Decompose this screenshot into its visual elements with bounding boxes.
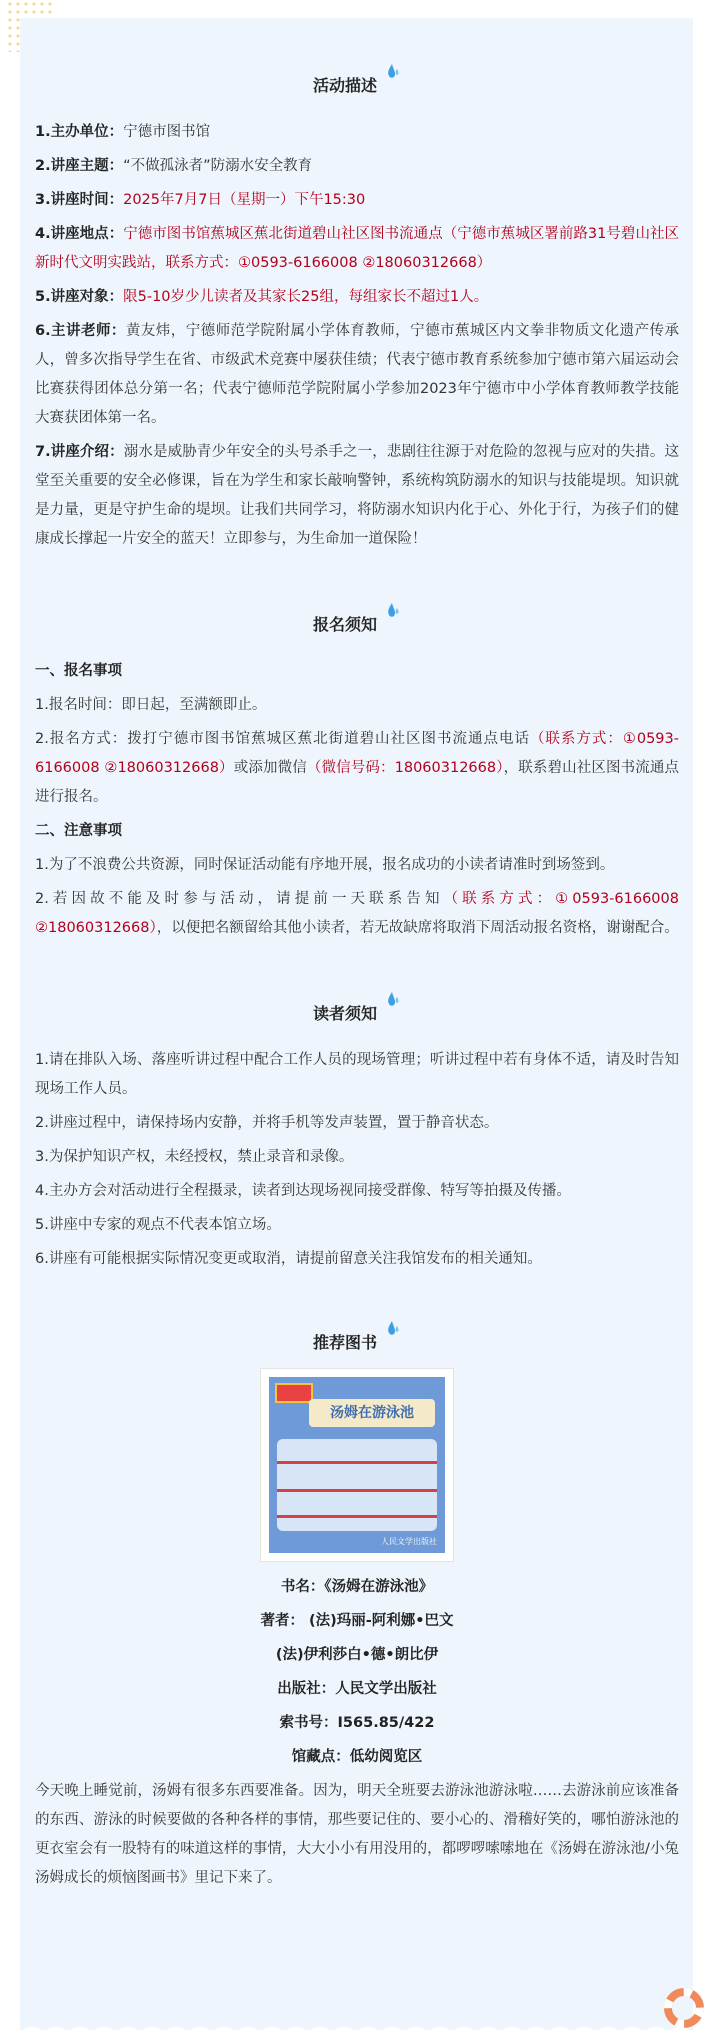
section-title-reader: 读者须知 <box>35 1000 679 1028</box>
series-badge <box>275 1383 313 1403</box>
teacher-line: 6.主讲老师：黄友炜，宁德师范学院附属小学体育教师，宁德市蕉城区内文拳非物质文化遗产传承人，曾多次指导学生在省、市级武术竞赛中屡获佳绩；代表宁德市教育系统参加宁德市第六届运动会比赛获得团体总分第一名；代表宁德师范学院附属小学参加2023年宁德市中小学体育教师教学技能大赛获团体第一名。 <box>35 323 679 426</box>
signup-note-2: 2.若因故不能及时参与活动，请提前一天联系告知（联系方式：①0593-6166008 ②18060312668），以便把名额留给其他小读者，若无故缺席将取消下周活动报名资格，谢谢配合。 <box>35 891 679 936</box>
water-drop-icon <box>383 991 401 1009</box>
book-location: 馆藏点：低幼阅览区 <box>291 1749 423 1765</box>
reader-rule: 5.讲座中专家的观点不代表本馆立场。 <box>35 1217 281 1233</box>
intro-line: 7.讲座介绍：溺水是威胁青少年安全的头号杀手之一，悲剧往往源于对危险的忽视与应对的失措。这堂至关重要的安全必修课，旨在为学生和家长敲响警钟，系统构筑防溺水的知识与技能堤坝。知识就是力量，更是守护生命的堤坝。让我们共同学习，将防溺水知识内化于心、外化于行，为孩子们的健康成长撑起一片安全的蓝天！立即参与，为生命加一道保险！ <box>35 444 679 547</box>
book-summary: 今天晚上睡觉前，汤姆有很多东西要准备。因为，明天全班要去游泳池游泳啦……去游泳前应该准备的东西、游泳的时候要做的各种各样的事情，那些要记住的、要小心的、滑稽好笑的，哪怕游泳池的更衣室会有一股特有的味道这样的事情，大大小小有用没用的，都啰啰嗦嗦地在《汤姆在游泳池/小兔汤姆成长的烦恼图画书》里记下来了。 <box>35 1783 679 1886</box>
section-title-book: 推荐图书 <box>35 1329 679 1357</box>
book-cover-image <box>261 1369 453 1561</box>
book-name: 书名：《汤姆在游泳池》 <box>280 1579 434 1595</box>
decorative-wave-border <box>20 2014 693 2036</box>
section-title-signup: 报名须知 <box>35 611 679 639</box>
reader-rule: 1.请在排队入场、落座听讲过程中配合工作人员的现场管理；听讲过程中若有身体不适，请及时告知现场工作人员。 <box>35 1052 679 1097</box>
reader-rule: 6.讲座有可能根据实际情况变更或取消，请提前留意关注我馆发布的相关通知。 <box>35 1251 542 1267</box>
book-cover-title: 汤姆在游泳池 <box>309 1399 435 1427</box>
reader-rule: 2.讲座过程中，请保持场内安静，并将手机等发声装置，置于静音状态。 <box>35 1115 499 1131</box>
article-content <box>35 18 679 1898</box>
book-author-1: 著者： (法)玛丽-阿利娜•巴文 <box>260 1613 454 1629</box>
book-author-2: (法)伊利莎白•德•朗比伊 <box>275 1647 439 1663</box>
section-title-activity: 活动描述 <box>35 72 679 100</box>
theme-line: 2.讲座主题：“不做孤泳者”防溺水安全教育 <box>35 158 313 174</box>
book-call-number: 索书号：I565.85/422 <box>279 1715 435 1731</box>
signup-note-1: 1.为了不浪费公共资源，同时保证活动能有序地开展，报名成功的小读者请准时到场签到。 <box>35 857 615 873</box>
signup-method: 2.报名方式：拨打宁德市图书馆蕉城区蕉北街道碧山社区图书流通点电话（联系方式：①0593-6166008 ②18060312668）或添加微信（微信号码：18060312668），联系碧山社区图书流通点进行报名。 <box>35 731 680 805</box>
life-ring-icon <box>664 1988 704 2028</box>
time-line: 3.讲座时间：2025年7月7日（星期一）下午15:30 <box>35 192 366 208</box>
book-cover-publisher: 人民文学出版社 <box>381 1537 437 1546</box>
pool-illustration <box>277 1439 437 1531</box>
signup-heading-2: 二、注意事项 <box>35 823 122 839</box>
water-drop-icon <box>383 1320 401 1338</box>
reader-rule: 4.主办方会对活动进行全程摄录，读者到达现场视同接受群像、特写等拍摄及传播。 <box>35 1183 571 1199</box>
place-line: 4.讲座地点：宁德市图书馆蕉城区蕉北街道碧山社区图书流通点（宁德市蕉城区署前路31号碧山社区新时代文明实践站，联系方式：①0593-6166008 ②18060312668） <box>35 226 679 271</box>
water-drop-icon <box>383 63 401 81</box>
organizer-line: 1.主办单位：宁德市图书馆 <box>35 124 211 140</box>
water-drop-icon <box>383 602 401 620</box>
signup-heading-1: 一、报名事项 <box>35 663 122 679</box>
audience-line: 5.讲座对象：限5-10岁少儿读者及其家长25组，每组家长不超过1人。 <box>35 289 489 305</box>
signup-time: 1.报名时间：即日起，至满额即止。 <box>35 697 267 713</box>
book-publisher: 出版社：人民文学出版社 <box>277 1681 437 1697</box>
reader-rule: 3.为保护知识产权，未经授权，禁止录音和录像。 <box>35 1149 354 1165</box>
book-cover-art <box>269 1377 445 1553</box>
